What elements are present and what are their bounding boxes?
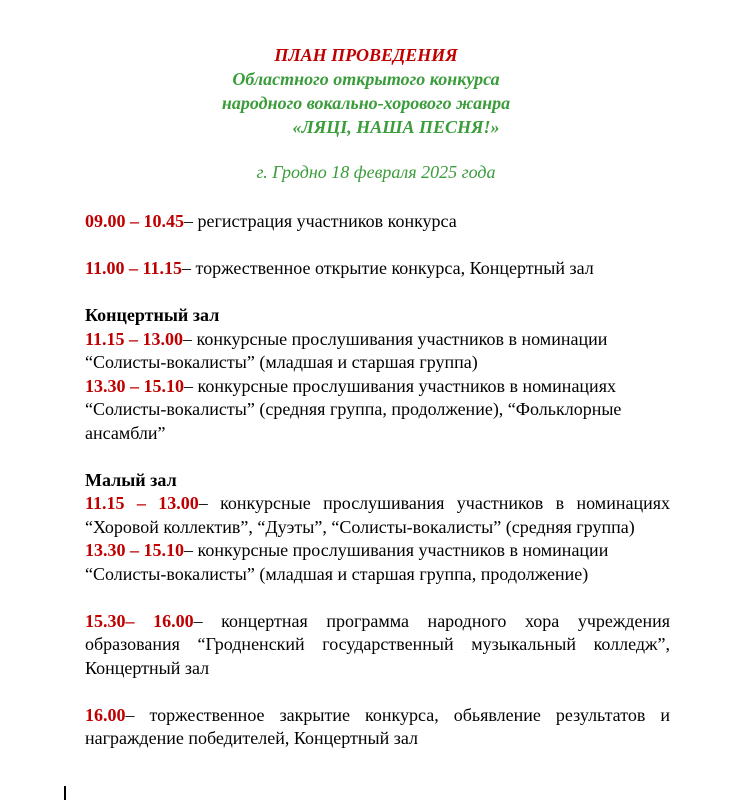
entry-time: 11.15 – 13.00: [85, 328, 184, 349]
place-date: г. Гродно 18 февраля 2025 года: [256, 162, 496, 182]
entry-text: – конкурсные прослушивания участников в номинациях “Хоровой коллектив”, “Дуэты”, “Солисты-вокалисты” (средняя группа): [85, 493, 670, 537]
entry-time: 11.15 – 13.00: [85, 493, 199, 513]
contest-slogan: «ЛЯЦІ, НАША ПЕСНЯ!»: [292, 117, 500, 137]
entry-text: – торжественное закрытие конкурса, обьявление результатов и награждение победителей, Концертный зал: [85, 704, 670, 748]
page-title: ПЛАН ПРОВЕДЕНИЯ: [274, 45, 458, 65]
entry-time: 15.30– 16.00: [85, 610, 194, 631]
entry-text: – конкурсные прослушивания участников в номинации “Солисты-вокалисты” (младшая и старшая группа, продолжение): [85, 540, 609, 584]
entry-text: – конкурсные прослушивания участников в номинации “Солисты-вокалисты” (младшая и старшая группа): [85, 328, 608, 372]
entry-time: 11.00 – 11.15: [85, 258, 183, 278]
schedule-entry-closing: [85, 704, 670, 751]
schedule: [85, 210, 670, 751]
schedule-entry-registration: [85, 210, 670, 234]
schedule-entry-concert-1: [85, 328, 670, 375]
entry-time: 13.30 – 15.10: [85, 540, 184, 560]
contest-name-line: Областного открытого конкурса: [232, 69, 500, 89]
entry-time: 09.00 – 10.45: [85, 211, 184, 231]
section-title-small-hall: Малый зал: [85, 469, 177, 490]
schedule-entry-small-1: [85, 492, 670, 539]
section-title-concert-hall: Концертный зал: [85, 305, 220, 325]
entry-text: – конкурсные прослушивания участников в номинациях “Солисты-вокалисты” (средняя группа, продолжение), “Фольклорные ансамбли”: [85, 375, 622, 443]
entry-text: – торжественное открытие конкурса, Концертный зал: [182, 258, 594, 278]
text-cursor: [64, 786, 66, 800]
schedule-entry-opening: [85, 257, 670, 281]
entry-text: – концертная программа народного хора учреждения образования “Гродненский государственный музыкальный колледж”, Концертный зал: [85, 610, 671, 678]
entry-text: – регистрация участников конкурса: [184, 211, 457, 231]
entry-time: 13.30 – 15.10: [85, 375, 184, 396]
contest-genre-line: народного вокально-хорового жанра: [221, 93, 511, 113]
schedule-entry-choir-concert: [85, 610, 670, 681]
schedule-entry-concert-2: [85, 375, 670, 446]
entry-time: 16.00: [85, 704, 126, 725]
document-header: [0, 43, 732, 184]
schedule-entry-small-2: [85, 539, 670, 586]
